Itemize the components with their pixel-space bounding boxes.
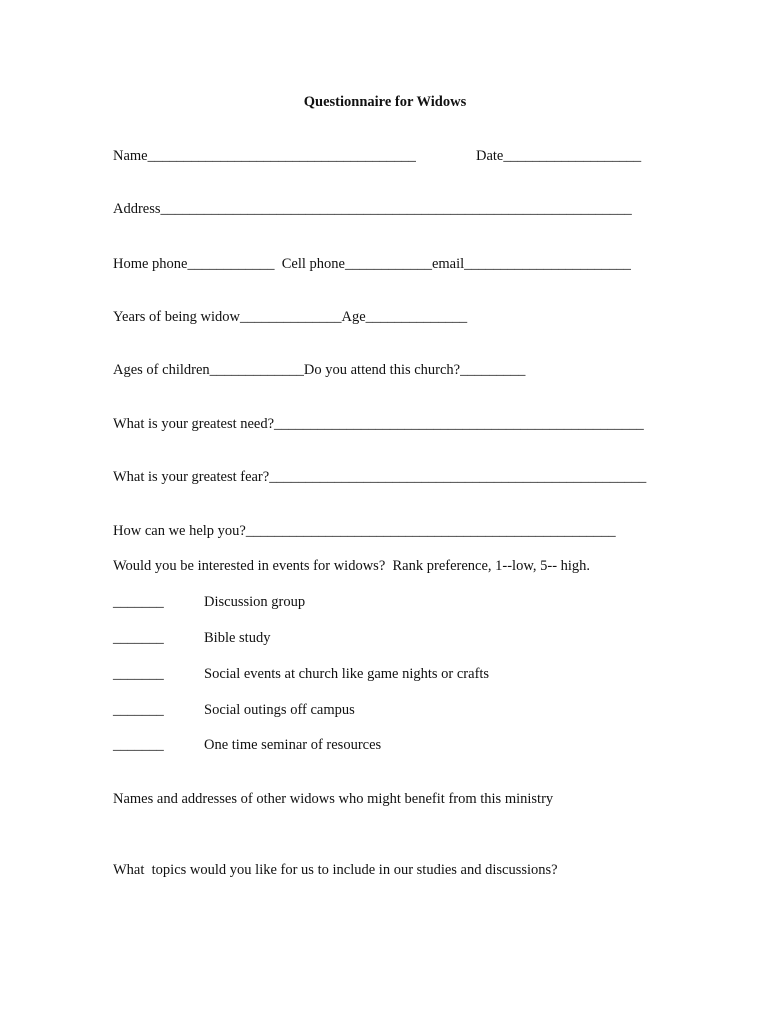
rank-blank-1[interactable]: _______	[113, 594, 164, 610]
rank-blank-3[interactable]: _______	[113, 666, 164, 682]
topics-prompt: What topics would you like for us to include in our studies and discussions?	[113, 862, 558, 878]
address-field[interactable]: Address_________________________________________________________________	[113, 201, 632, 217]
phone-email-fields[interactable]: Home phone____________ Cell phone____________email_______________________	[113, 256, 631, 272]
rank-blank-4[interactable]: _______	[113, 702, 164, 718]
event-label-social-events: Social events at church like game nights or crafts	[204, 666, 490, 682]
event-label-discussion: Discussion group	[204, 594, 306, 610]
events-prompt: Would you be interested in events for widows? Rank preference, 1--low, 5-- high.	[113, 558, 591, 574]
other-widows-prompt: Names and addresses of other widows who might benefit from this ministry	[113, 791, 554, 807]
page-title: Questionnaire for Widows	[303, 94, 467, 110]
rank-blank-2[interactable]: _______	[113, 630, 164, 646]
greatest-fear-field[interactable]: What is your greatest fear?____________________________________________________	[113, 469, 647, 485]
children-church-fields[interactable]: Ages of children_____________Do you attend this church?_________	[113, 362, 526, 378]
event-label-bible-study: Bible study	[204, 630, 271, 646]
event-label-seminar: One time seminar of resources	[204, 737, 382, 753]
name-field[interactable]: Name_____________________________________	[113, 148, 416, 164]
rank-blank-5[interactable]: _______	[113, 737, 164, 753]
greatest-need-field[interactable]: What is your greatest need?___________________________________________________	[113, 416, 644, 432]
event-label-social-outings: Social outings off campus	[204, 702, 355, 718]
years-age-fields[interactable]: Years of being widow______________Age______________	[113, 309, 468, 325]
date-field[interactable]: Date___________________	[476, 148, 642, 164]
help-field[interactable]: How can we help you?___________________________________________________	[113, 523, 616, 539]
